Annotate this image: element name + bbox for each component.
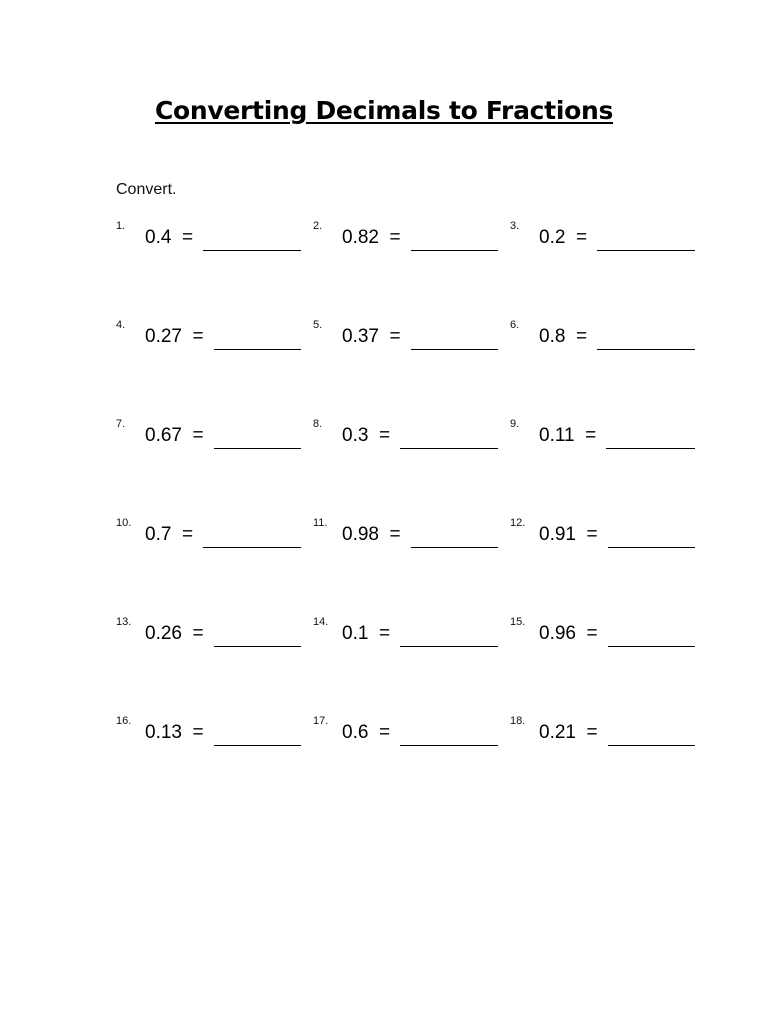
problem-expression [145,425,204,447]
problem-number: 5. [313,319,323,331]
decimal-value: 0.4 [145,227,172,248]
problem-expression [145,227,193,249]
problem-expression [145,623,204,645]
decimal-value: 0.1 [342,623,369,644]
page-title: Converting Decimals to Fractions [154,96,614,125]
problem-item [313,319,503,359]
problem-item [116,220,306,260]
answer-blank[interactable] [606,448,695,449]
decimal-value: 0.91 [539,524,576,545]
problem-expression [342,623,390,645]
answer-blank[interactable] [411,349,498,350]
answer-blank[interactable] [400,646,498,647]
decimal-value: 0.7 [145,524,172,545]
equals-sign: = [389,326,401,347]
answer-blank[interactable] [214,349,301,350]
problem-expression [342,425,390,447]
answer-blank[interactable] [400,745,498,746]
decimal-value: 0.6 [342,722,369,743]
problem-expression [539,425,596,447]
problem-number: 2. [313,220,323,232]
equals-sign: = [389,524,401,545]
problem-number: 12. [510,517,526,529]
problem-number: 9. [510,418,520,430]
problem-number: 6. [510,319,520,331]
problem-number: 8. [313,418,323,430]
answer-blank[interactable] [203,250,301,251]
problem-item [313,616,503,656]
problem-item [510,418,700,458]
decimal-value: 0.27 [145,326,182,347]
problem-item [313,715,503,755]
decimal-value: 0.11 [539,425,575,446]
problem-number: 1. [116,220,126,232]
decimal-value: 0.96 [539,623,576,644]
problem-item [510,715,700,755]
problem-item [510,319,700,359]
decimal-value: 0.67 [145,425,182,446]
problem-number: 7. [116,418,126,430]
problem-expression [539,623,598,645]
problem-expression [539,722,598,744]
problem-item [116,319,306,359]
answer-blank[interactable] [411,547,498,548]
problem-number: 13. [116,616,132,628]
problem-expression [145,722,204,744]
answer-blank[interactable] [214,646,301,647]
problem-item [510,220,700,260]
equals-sign: = [585,425,597,446]
problem-number: 14. [313,616,329,628]
decimal-value: 0.8 [539,326,566,347]
problem-expression [145,326,204,348]
answer-blank[interactable] [597,250,695,251]
equals-sign: = [378,722,391,743]
answer-blank[interactable] [214,448,301,449]
answer-blank[interactable] [608,547,695,548]
equals-sign: = [181,524,194,545]
problem-expression [145,524,193,546]
decimal-value: 0.26 [145,623,182,644]
problem-expression [342,524,401,546]
equals-sign: = [378,623,391,644]
problem-item [313,220,503,260]
equals-sign: = [192,425,204,446]
problem-item [313,517,503,557]
problem-number: 16. [116,715,132,727]
answer-blank[interactable] [411,250,498,251]
problem-expression [342,326,401,348]
decimal-value: 0.3 [342,425,369,446]
decimal-value: 0.13 [145,722,182,743]
problem-item [116,517,306,557]
problem-number: 11. [313,517,328,529]
equals-sign: = [586,623,598,644]
problem-expression [539,326,587,348]
problem-number: 17. [313,715,329,727]
problem-expression [342,722,390,744]
equals-sign: = [378,425,391,446]
problem-expression [342,227,401,249]
decimal-value: 0.82 [342,227,379,248]
decimal-value: 0.98 [342,524,379,545]
problem-item [116,715,306,755]
problem-expression [539,227,587,249]
equals-sign: = [192,326,204,347]
equals-sign: = [586,524,598,545]
decimal-value: 0.2 [539,227,566,248]
problem-number: 18. [510,715,526,727]
problem-number: 10. [116,517,132,529]
equals-sign: = [192,623,204,644]
answer-blank[interactable] [608,646,695,647]
problem-number: 4. [116,319,126,331]
equals-sign: = [389,227,401,248]
answer-blank[interactable] [608,745,695,746]
answer-blank[interactable] [203,547,301,548]
equals-sign: = [192,722,204,743]
problem-number: 3. [510,220,520,232]
answer-blank[interactable] [400,448,498,449]
equals-sign: = [575,227,588,248]
problem-item [510,517,700,557]
problem-item [116,418,306,458]
problem-item [313,418,503,458]
problem-item [116,616,306,656]
problem-expression [539,524,598,546]
instruction-text: Convert. [116,181,177,198]
decimal-value: 0.37 [342,326,379,347]
answer-blank[interactable] [214,745,301,746]
equals-sign: = [575,326,588,347]
decimal-value: 0.21 [539,722,576,743]
equals-sign: = [181,227,194,248]
equals-sign: = [586,722,598,743]
answer-blank[interactable] [597,349,695,350]
problem-number: 15. [510,616,526,628]
problem-item [510,616,700,656]
